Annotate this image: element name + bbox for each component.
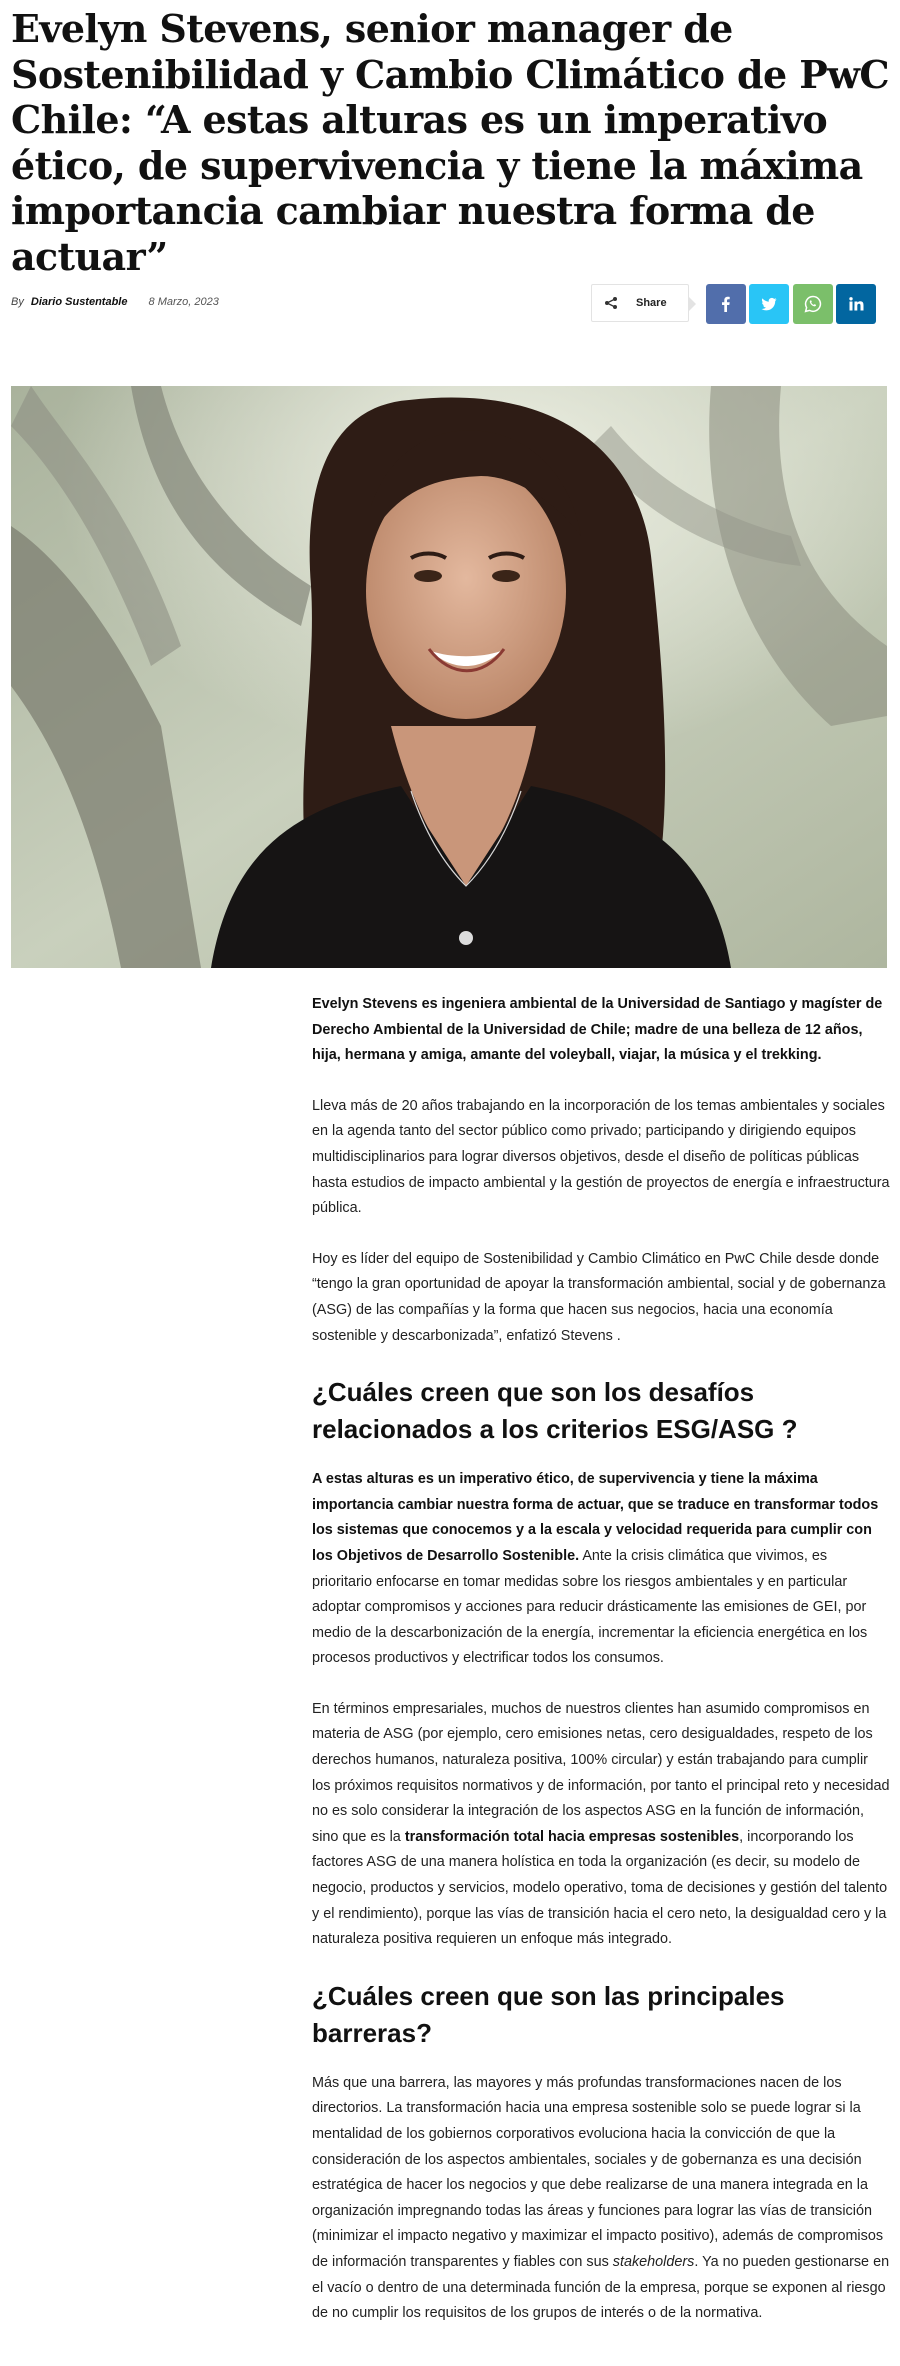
intro-paragraph [312, 992, 890, 1069]
share-label: Share [636, 297, 667, 309]
share-button[interactable] [591, 284, 689, 322]
italic-text: stakeholders [612, 2253, 695, 2270]
paragraph-text: En términos empresariales, muchos de nuestros clientes han asumido compromisos en materia de ASG (por ejemplo, cero emisiones netas, cero desigualdades, respeto de los derechos humanos, naturaleza positiva, 100% circular) y están trabajando para cumplir los próximos requisitos normativos y de información, por tanto el principal reto y necesidad no es solo considerar la integración de los aspectos ASG en la función de información, sino que es la [312, 1700, 890, 1845]
intro-text: Evelyn Stevens es ingeniera ambiental de la Universidad de Santiago y magíster de Derecho Ambiental de la Universidad de Chile; madre de una belleza de 12 años, hija, hermana y amiga, amante del voleyball, viajar, la música y el trekking. [312, 996, 883, 1064]
by-label: By [11, 296, 24, 308]
paragraph [312, 1467, 890, 1672]
twitter-share-button[interactable] [749, 284, 789, 324]
paragraph-text: Ante la crisis climática que vivimos, es prioritario enfocarse en tomar medidas sobre los riesgos ambientales y en particular adoptar compromisos y acciones para reducir drásticamente las emisiones de GEI, por medio de la descarbonización de la energía, incrementar la eficiencia energética en los procesos productivos y electrificar todos los consumos. [312, 1547, 868, 1667]
whatsapp-share-button[interactable] [793, 284, 833, 324]
author-link[interactable]: Diario Sustentable [30, 296, 128, 308]
section-heading-barriers: ¿Cuáles creen que son las principales barreras? [312, 1980, 785, 2048]
paragraph: Hoy es líder del equipo de Sostenibilidad y Cambio Climático en PwC Chile desde donde “tengo la gran oportunidad de apoyar la transformación ambiental, social y de gobernanza (ASG) de las compañías y la forma que hacen sus negocios, hacia una economía sostenible y descarbonizada”, enfatizó Stevens . [312, 1250, 886, 1344]
share-icon [604, 296, 618, 310]
facebook-share-button[interactable] [706, 284, 746, 324]
article-body [312, 992, 890, 2352]
whatsapp-icon [804, 295, 822, 313]
paragraph: Lleva más de 20 años trabajando en la incorporación de los temas ambientales y sociales en la agenda tanto del sector público como privado; participando y dirigiendo equipos multidisciplinarios para lograr diversos objetivos, desde el diseño de políticas públicas hasta estudios de impacto ambiental y la gestión de proyectos de energía e infraestructura pública. [312, 1097, 890, 1217]
paragraph [312, 2071, 890, 2327]
twitter-icon [761, 296, 777, 312]
paragraph [312, 1697, 890, 1953]
emphasis-text: transformación total hacia empresas sostenibles [404, 1828, 740, 1845]
article-meta [11, 296, 219, 308]
section-heading-challenges: ¿Cuáles creen que son los desafíos relacionados a los criterios ESG/ASG ? [312, 1377, 798, 1445]
paragraph-text: , incorporando los factores ASG de una manera holística en toda la organización (es decir, su modelo de negocio, productos y servicios, modelo operativo, toma de decisiones y gestión del talento y el rendimiento), porque las vías de transición hacia el cero neto, la desigualdad cero y la naturaleza positiva requieren un enfoque más integrado. [312, 1828, 888, 1948]
featured-photo [11, 386, 887, 968]
paragraph-text: Más que una barrera, las mayores y más profundas transformaciones nacen de los directorios. La transformación hacia una empresa sostenible solo se puede lograr si la mentalidad de los gobiernos corporativos evoluciona hacia la convicción de que la consideración de los aspectos ambientales, sociales y de gobernanza es una decisión estratégica de hacer los negocios y que debe realizarse de una manera integrada en la organización impregnando todas las áreas y funciones para lograr las vías de transición (minimizar el impacto negativo y maximizar el impacto positivo), además de compromisos de información transparentes y fiables con sus [312, 2074, 884, 2270]
article-title: Evelyn Stevens, senior manager de Sostenibilidad y Cambio Climático de PwC Chile: “A estas alturas es un imperativo ético, de supervivencia y tiene la máxima importancia cambiar nuestra forma de actuar” [11, 6, 889, 279]
emphasis-text: A estas alturas es un imperativo ético, de supervivencia y tiene la máxima importancia cambiar nuestra forma de actuar, que se traduce en transformar todos los sistemas que conocemos y a la escala y velocidad requerida para cumplir con los Objetivos de Desarrollo Sostenible. [312, 1471, 879, 1564]
facebook-icon [718, 296, 734, 312]
linkedin-icon [848, 296, 864, 312]
paragraph-text: . Ya no pueden gestionarse en el vacío o dentro de una determinada función de la empresa, porque se exponen al riesgo de no cumplir los requisitos de los grupos de interés o de la normativa. [312, 2253, 890, 2322]
publish-date: 8 Marzo, 2023 [148, 296, 219, 308]
linkedin-share-button[interactable] [836, 284, 876, 324]
